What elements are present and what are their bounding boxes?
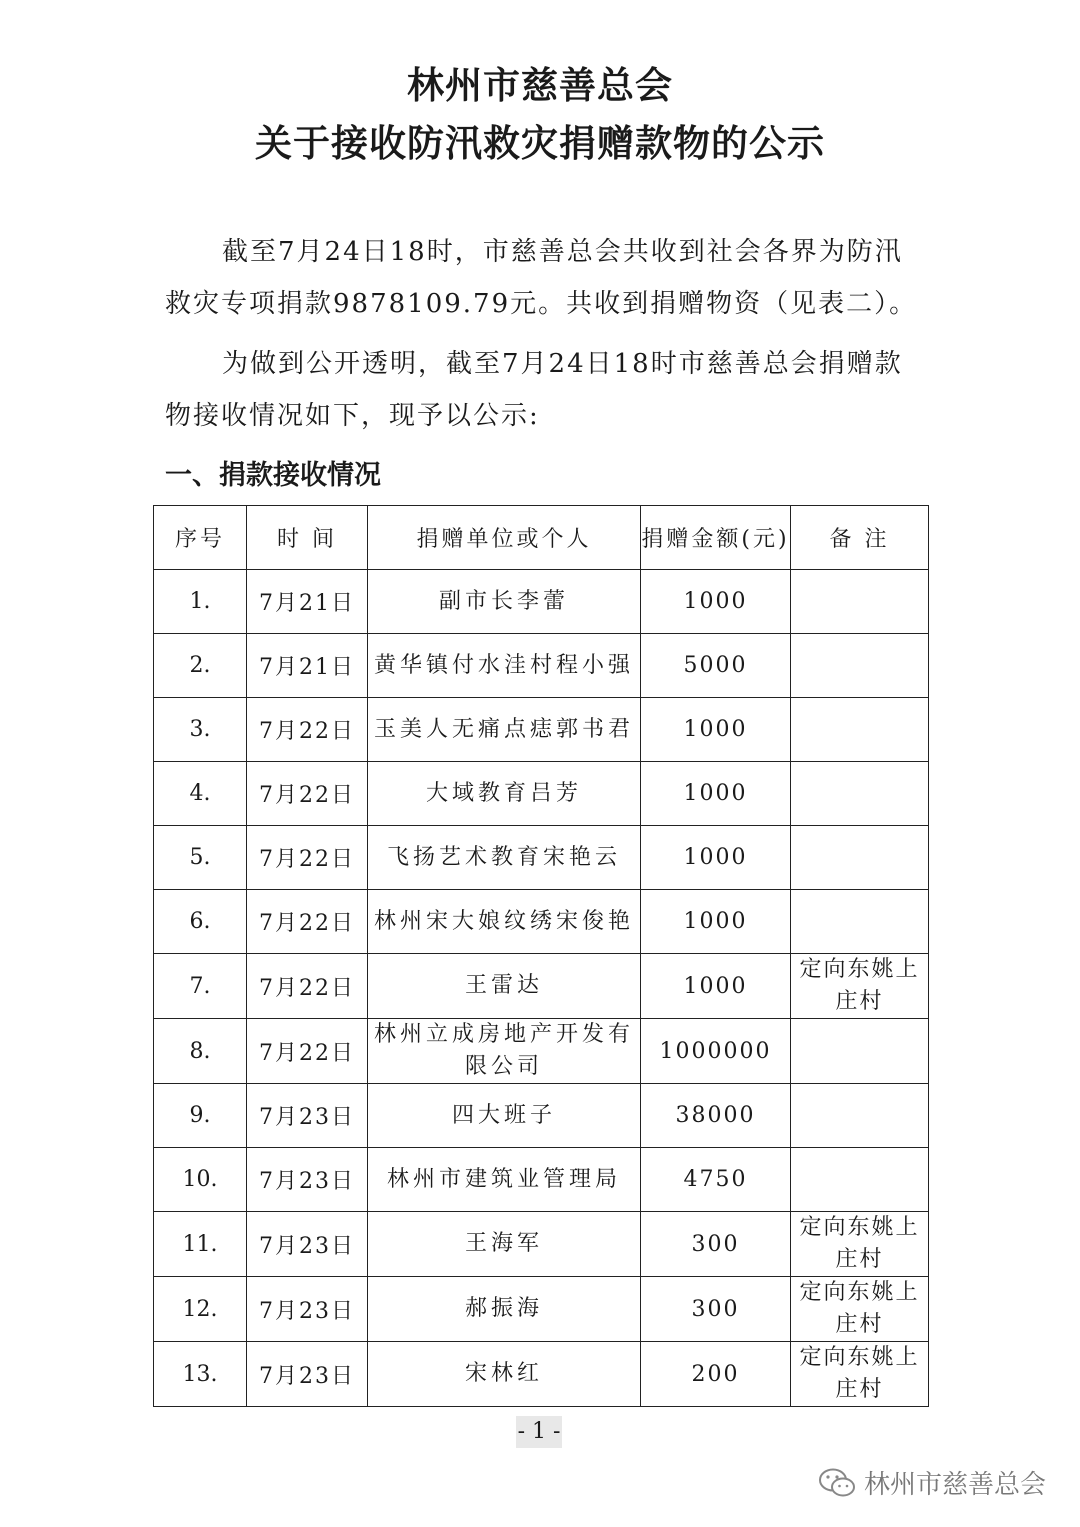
table-row <box>154 570 929 634</box>
table-row <box>154 1084 929 1148</box>
row-index: 8. <box>154 1019 247 1084</box>
row-note <box>791 634 929 698</box>
header-date: 时 间 <box>247 506 368 570</box>
row-amount: 1000 <box>641 826 791 890</box>
table-row <box>154 890 929 954</box>
row-amount: 1000 <box>641 954 791 1019</box>
row-index: 12. <box>154 1277 247 1342</box>
table-body <box>154 570 929 1407</box>
wechat-icon <box>818 1467 856 1499</box>
table-row <box>154 1212 929 1277</box>
row-date: 7月21日 <box>247 570 368 634</box>
row-date: 7月23日 <box>247 1342 368 1407</box>
row-index: 5. <box>154 826 247 890</box>
row-donor: 林州市建筑业管理局 <box>368 1148 641 1212</box>
row-index: 7. <box>154 954 247 1019</box>
row-donor: 飞扬艺术教育宋艳云 <box>368 826 641 890</box>
row-note <box>791 762 929 826</box>
table-row <box>154 1342 929 1407</box>
header-amount: 捐赠金额(元) <box>641 506 791 570</box>
row-donor: 林州立成房地产开发有限公司 <box>368 1019 641 1084</box>
title-line-2: 关于接收防汛救灾捐赠款物的公示 <box>255 122 825 165</box>
row-index: 4. <box>154 762 247 826</box>
table-row <box>154 954 929 1019</box>
row-date: 7月22日 <box>247 1019 368 1084</box>
watermark-text: 林州市慈善总会 <box>863 1470 1046 1500</box>
row-amount: 1000 <box>641 762 791 826</box>
row-amount: 300 <box>641 1277 791 1342</box>
row-amount: 38000 <box>641 1084 791 1148</box>
row-note <box>791 1084 929 1148</box>
row-index: 13. <box>154 1342 247 1407</box>
row-date: 7月22日 <box>247 698 368 762</box>
donation-table <box>153 505 929 1407</box>
row-note <box>791 890 929 954</box>
row-donor: 副市长李蕾 <box>368 570 641 634</box>
table-row <box>154 1019 929 1084</box>
row-note: 定向东姚上庄村 <box>791 1277 929 1342</box>
row-amount: 200 <box>641 1342 791 1407</box>
title-line-1: 林州市慈善总会 <box>407 64 673 107</box>
row-date: 7月23日 <box>247 1148 368 1212</box>
row-note <box>791 570 929 634</box>
table-row <box>154 762 929 826</box>
row-date: 7月22日 <box>247 954 368 1019</box>
row-note: 定向东姚上庄村 <box>791 1342 929 1407</box>
row-date: 7月22日 <box>247 826 368 890</box>
row-donor: 四大班子 <box>368 1084 641 1148</box>
row-amount: 5000 <box>641 634 791 698</box>
table-row <box>154 1148 929 1212</box>
table-row <box>154 826 929 890</box>
row-donor: 玉美人无痛点痣郭书君 <box>368 698 641 762</box>
page-number: - 1 - <box>516 1416 562 1448</box>
table-row <box>154 698 929 762</box>
row-donor: 黄华镇付水洼村程小强 <box>368 634 641 698</box>
row-index: 11. <box>154 1212 247 1277</box>
watermark <box>818 1464 1046 1501</box>
section-heading: 一、捐款接收情况 <box>165 460 381 491</box>
row-date: 7月22日 <box>247 890 368 954</box>
table-row <box>154 1277 929 1342</box>
row-note <box>791 698 929 762</box>
row-date: 7月21日 <box>247 634 368 698</box>
row-note <box>791 826 929 890</box>
row-donor: 王海军 <box>368 1212 641 1277</box>
row-amount: 1000 <box>641 890 791 954</box>
header-donor: 捐赠单位或个人 <box>368 506 641 570</box>
row-donor: 宋林红 <box>368 1342 641 1407</box>
row-note <box>791 1148 929 1212</box>
paragraph-1: 截至7月24日18时，市慈善总会共收到社会各界为防汛救灾专项捐款9878109.79元。共收到捐赠物资（见表二）。 <box>165 237 918 319</box>
row-note: 定向东姚上庄村 <box>791 1212 929 1277</box>
row-date: 7月23日 <box>247 1084 368 1148</box>
paragraph-2: 为做到公开透明，截至7月24日18时市慈善总会捐赠款物接收情况如下，现予以公示: <box>165 349 903 431</box>
row-donor: 郝振海 <box>368 1277 641 1342</box>
row-date: 7月23日 <box>247 1277 368 1342</box>
row-amount: 1000000 <box>641 1019 791 1084</box>
header-index: 序号 <box>154 506 247 570</box>
table-row <box>154 634 929 698</box>
row-donor: 大域教育吕芳 <box>368 762 641 826</box>
row-donor: 王雷达 <box>368 954 641 1019</box>
header-note: 备 注 <box>791 506 929 570</box>
row-amount: 300 <box>641 1212 791 1277</box>
row-amount: 1000 <box>641 698 791 762</box>
row-index: 2. <box>154 634 247 698</box>
table-header-row <box>154 506 929 570</box>
row-date: 7月22日 <box>247 762 368 826</box>
row-donor: 林州宋大娘纹绣宋俊艳 <box>368 890 641 954</box>
row-index: 1. <box>154 570 247 634</box>
row-index: 3. <box>154 698 247 762</box>
row-note: 定向东姚上庄村 <box>791 954 929 1019</box>
row-date: 7月23日 <box>247 1212 368 1277</box>
row-note <box>791 1019 929 1084</box>
row-amount: 4750 <box>641 1148 791 1212</box>
row-index: 10. <box>154 1148 247 1212</box>
row-index: 9. <box>154 1084 247 1148</box>
row-amount: 1000 <box>641 570 791 634</box>
row-index: 6. <box>154 890 247 954</box>
